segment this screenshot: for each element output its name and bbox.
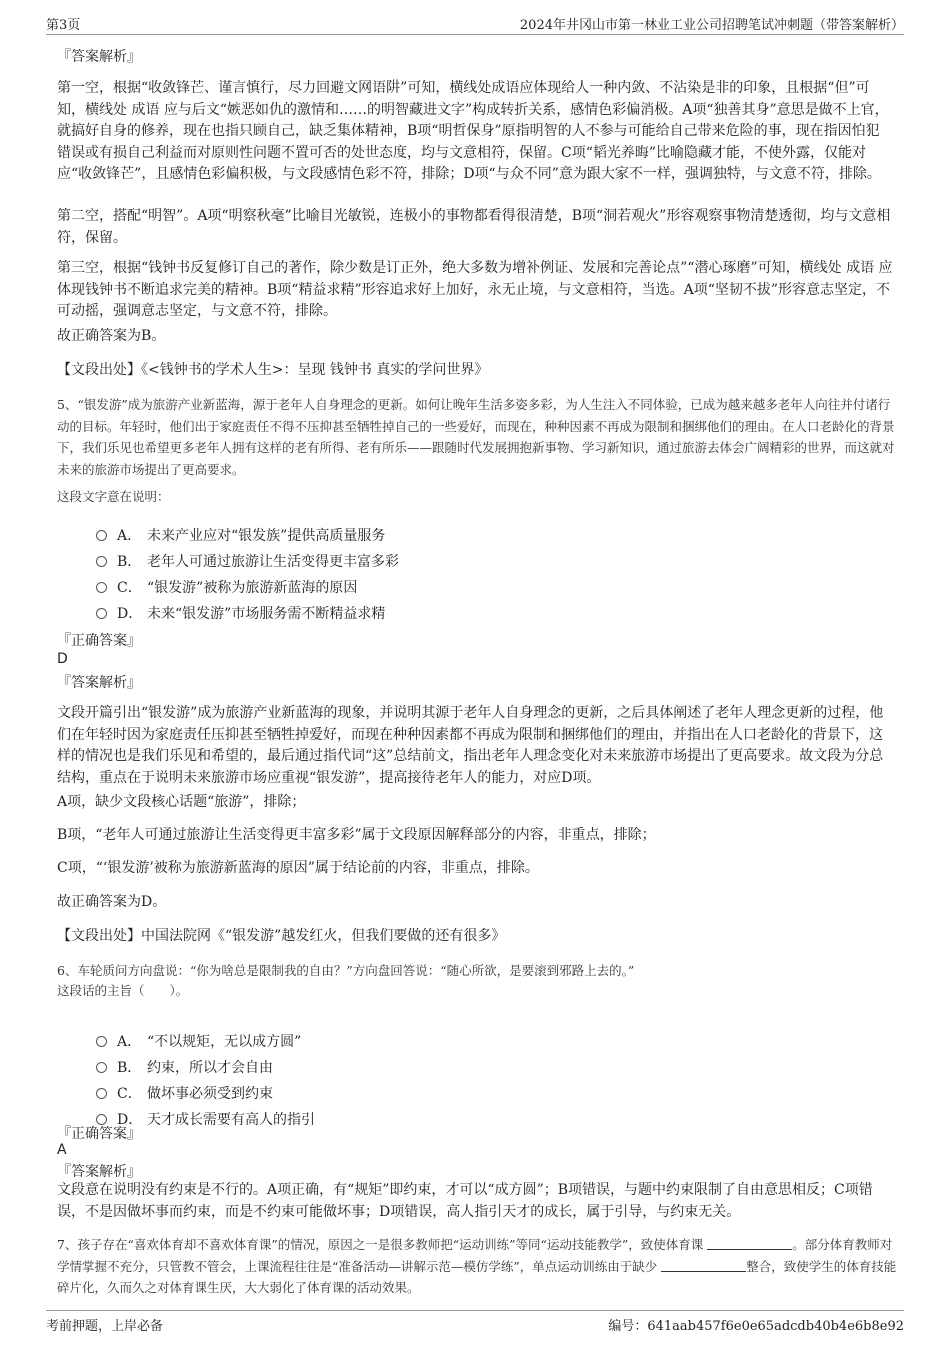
q6-option-d[interactable]: D． 天才成长需要有高人的指引 [96, 1109, 315, 1129]
q5-analysis-para2: A项，缺少文段核心话题“旅游”，排除； [57, 794, 306, 810]
q6-correct-answer: A [57, 1142, 67, 1158]
document-title: 2024年井冈山市第一林业工业公司招聘笔试冲刺题（带答案解析） [519, 18, 904, 33]
page-footer [46, 1310, 904, 1333]
radio-icon[interactable] [96, 1036, 107, 1047]
q6-stem: 6、车轮质问方向盘说：“你为啥总是限制我的自由？”方向盘回答说：“随心所欲，是要滚到邪路上去的。” [57, 963, 635, 978]
q7-stem: 7、孩子存在“喜欢体育却不喜欢体育课”的情况，原因之一是很多教师把“运动训练”等同“运动技能教学”，致使体育课 。部分体育教师对学情掌握不充分，只管教不管会，上课流程往往是“准备活动—讲解示范—模仿学练”，单点运动训练由于缺少 整合，致使学生的体育技能碎片化，久而久之对体育课生厌，大大弱化了体育课的活动效果。 [57, 1237, 897, 1295]
radio-icon[interactable] [96, 530, 107, 541]
q6-prompt: 这段话的主旨（ ）。 [57, 983, 189, 998]
q4-analysis-para2: 第二空，搭配“明智”。A项“明察秋毫”比喻目光敏锐，连极小的事物都看得很清楚，B项“洞若观火”形容观察事物清楚透彻，均与文意相符，保留。 [57, 208, 891, 246]
radio-icon[interactable] [96, 608, 107, 619]
q5-option-b[interactable]: B． 老年人可通过旅游让生活变得更丰富多彩 [96, 551, 399, 571]
radio-icon[interactable] [96, 556, 107, 567]
q5-correct-label: 『正确答案』 [57, 633, 141, 649]
blank-2[interactable] [661, 1259, 746, 1272]
page-number: 第3页 [46, 18, 81, 33]
q4-conclusion: 故正确答案为B。 [57, 328, 166, 344]
q4-analysis-label: 『答案解析』 [57, 49, 141, 65]
q5-analysis-label: 『答案解析』 [57, 675, 141, 691]
blank-1[interactable] [707, 1237, 792, 1250]
q4-analysis-para3: 第三空，根据“钱钟书反复修订自己的著作，除少数是订正外，绝大多数为增补例证、发展和完善论点”“潜心琢磨”可知，横线处 成语 应体现钱钟书不断追求完美的精神。B项“精益求精”形容追求好上加好，永无止境，与文意相符，当选。A项“坚韧不拔”形容意志坚定，不可动摇，强调意志坚定，与文意不符，排除。 [57, 260, 893, 319]
q6-analysis-para1: 文段意在说明没有约束是不行的。A项正确，有“规矩”即约束，才可以“成方圆”；B项错误，与题中约束限制了自由意思相反；C项错误，不是因做坏事而约束，而是不约束可能做坏事；D项错误，高人指引天才的成长，属于引导，与约束无关。 [57, 1182, 873, 1220]
q6-option-a[interactable]: A． “不以规矩，无以成方圆” [96, 1031, 301, 1051]
q4-source: 【文段出处】《<钱钟书的学术人生>：呈现 钱钟书 真实的学问世界》 [57, 362, 489, 378]
q5-conclusion: 故正确答案为D。 [57, 894, 167, 910]
page-header [46, 12, 904, 35]
q6-analysis-label: 『答案解析』 [57, 1164, 141, 1180]
q6-option-b[interactable]: B． 约束，所以才会自由 [96, 1057, 273, 1077]
q5-option-a[interactable]: A． 未来产业应对“银发族”提供高质量服务 [96, 525, 385, 545]
radio-icon[interactable] [96, 582, 107, 593]
footer-slogan: 考前押题，上岸必备 [46, 1319, 164, 1334]
radio-icon[interactable] [96, 1088, 107, 1099]
q6-option-c[interactable]: C． 做坏事必须受到约束 [96, 1083, 273, 1103]
q5-option-d[interactable]: D． 未来“银发游”市场服务需不断精益求精 [96, 603, 385, 623]
q5-option-c[interactable]: C． “银发游”被称为旅游新蓝海的原因 [96, 577, 357, 597]
q4-analysis-para1: 第一空，根据“收敛锋芒、谨言慎行，尽力回避文网语阱”可知，横线处成语应体现给人一种内敛、不沾染是非的印象，且根据“但”可知，横线处 成语 应与后文“嫉恶如仇的激情和……的明智藏进文字”构成转折关系，感情色彩偏消极。A项“独善其身”意思是做不上官，就搞好自身的修养，现在也指只顾自己，缺乏集体精神，B项“明哲保身”原指明智的人不参与可能给自己带来危险的事，现在指因怕犯错误或有损自己利益而对原则性问题不置可否的处世态度，均与文意相符，保留。C项“韬光养晦”比喻隐藏才能，不使外露，仅能对应“收敛锋芒”，且感情色彩偏积极，与文段感情色彩不符，排除；D项“与众不同”意为跟大家不一样，强调独特，与文意不符，排除。 [57, 80, 889, 182]
q5-source: 【文段出处】中国法院网《“银发游”越发红火，但我们要做的还有很多》 [57, 928, 506, 944]
q5-analysis-para3: B项，“老年人可通过旅游让生活变得更丰富多彩”属于文段原因解释部分的内容，非重点，排除； [57, 827, 656, 843]
document-id: 编号：641aab457f6e0e65adcdb40b4e6b8e92 [608, 1319, 904, 1334]
q5-prompt: 这段文字意在说明： [57, 489, 170, 504]
q5-analysis-para1: 文段开篇引出“银发游”成为旅游产业新蓝海的现象，并说明其源于老年人自身理念的更新，之后具体阐述了老年人理念更新的过程，他们在年轻时因为家庭责任压抑甚至牺牲掉爱好，而现在种种因素都不再成为限制和捆绑他们的理由，并指出在人口老龄化的背景下，这样的情况也是我们乐见和希望的，最后通过指代词“这”总结前文，指出老年人理念变化对未来旅游市场提出了更高要求。故文段为分总结构，重点在于说明未来旅游市场应重视“银发游”，提高接待老年人的能力，对应D项。 [57, 705, 884, 786]
q5-analysis-para4: C项，“‘银发游’被称为旅游新蓝海的原因”属于结论前的内容，非重点，排除。 [57, 860, 539, 876]
q5-stem: 5、“银发游”成为旅游产业新蓝海，源于老年人自身理念的更新。如何让晚年生活多姿多彩，为人生注入不同体验，已成为越来越多老年人向往并付诸行动的目标。年轻时，他们出于家庭责任不得不压抑甚至牺牲掉自己的一些爱好，而现在，种种因素不再成为限制和捆绑他们的理由。在人口老龄化的背景下，我们乐见也希望更多老年人拥有这样的老有所得、老有所乐——跟随时代发展拥抱新事物、学习新知识，通过旅游去体会广阔精彩的世界，而这就对未来的旅游市场提出了更高要求。 [57, 397, 895, 477]
q6-correct-label: 『正确答案』 [57, 1126, 141, 1142]
radio-icon[interactable] [96, 1062, 107, 1073]
q5-correct-answer: D [57, 651, 68, 667]
